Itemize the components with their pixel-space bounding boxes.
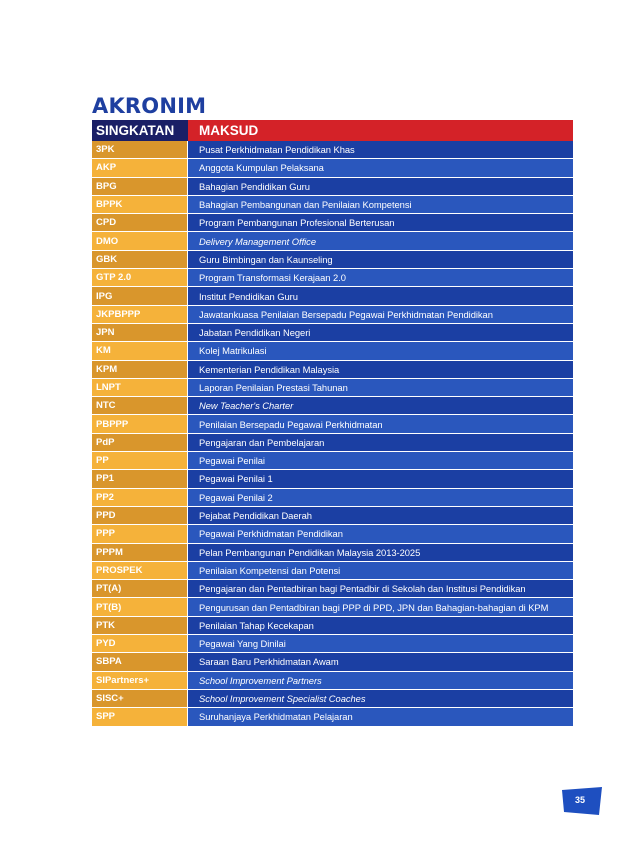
meaning-cell: Pejabat Pendidikan Daerah <box>188 507 573 524</box>
abbreviation-cell: DMO <box>92 232 188 249</box>
table-body <box>92 141 573 727</box>
table-row <box>92 580 573 598</box>
meaning-cell: Pelan Pembangunan Pendidikan Malaysia 2013-2025 <box>188 544 573 561</box>
table-row <box>92 635 573 653</box>
abbreviation-cell: PT(B) <box>92 598 188 615</box>
table-row <box>92 196 573 214</box>
abbreviation-cell: SISC+ <box>92 690 188 707</box>
meaning-cell: Pegawai Perkhidmatan Pendidikan <box>188 525 573 542</box>
abbreviation-cell: NTC <box>92 397 188 414</box>
abbreviation-cell: PROSPEK <box>92 562 188 579</box>
abbreviation-cell: PPP <box>92 525 188 542</box>
table-row <box>92 379 573 397</box>
meaning-cell: Jawatankuasa Penilaian Bersepadu Pegawai Perkhidmatan Pendidikan <box>188 306 573 323</box>
table-row <box>92 361 573 379</box>
meaning-cell: Penilaian Bersepadu Pegawai Perkhidmatan <box>188 415 573 432</box>
table-row <box>92 269 573 287</box>
meaning-cell: Saraan Baru Perkhidmatan Awam <box>188 653 573 670</box>
abbreviation-cell: PPPM <box>92 544 188 561</box>
meaning-cell: Anggota Kumpulan Pelaksana <box>188 159 573 176</box>
abbreviation-cell: AKP <box>92 159 188 176</box>
abbreviation-cell: PdP <box>92 434 188 451</box>
table-row <box>92 653 573 671</box>
abbreviation-cell: JPN <box>92 324 188 341</box>
abbreviation-cell: KM <box>92 342 188 359</box>
table-row <box>92 159 573 177</box>
meaning-cell: Pegawai Penilai 2 <box>188 489 573 506</box>
page-number: 35 <box>574 795 585 805</box>
meaning-cell: New Teacher's Charter <box>188 397 573 414</box>
meaning-cell: Bahagian Pendidikan Guru <box>188 178 573 195</box>
meaning-cell: Penilaian Kompetensi dan Potensi <box>188 562 573 579</box>
table-row <box>92 489 573 507</box>
abbreviation-cell: PP2 <box>92 489 188 506</box>
table-row <box>92 598 573 616</box>
table-row <box>92 690 573 708</box>
table-row <box>92 708 573 726</box>
header-meaning: MAKSUD <box>188 120 573 141</box>
table-row <box>92 178 573 196</box>
header-abbreviation: SINGKATAN <box>92 120 188 141</box>
meaning-cell: Suruhanjaya Perkhidmatan Pelajaran <box>188 708 573 725</box>
abbreviation-cell: BPG <box>92 178 188 195</box>
table-row <box>92 544 573 562</box>
meaning-cell: Pengajaran dan Pentadbiran bagi Pentadbir di Sekolah dan Institusi Pendidikan <box>188 580 573 597</box>
table-row <box>92 415 573 433</box>
meaning-cell: Penilaian Tahap Kecekapan <box>188 617 573 634</box>
abbreviation-cell: PBPPP <box>92 415 188 432</box>
meaning-cell: School Improvement Partners <box>188 672 573 689</box>
abbreviation-cell: PTK <box>92 617 188 634</box>
abbreviation-cell: JKPBPPP <box>92 306 188 323</box>
abbreviation-cell: GBK <box>92 251 188 268</box>
acronym-table <box>92 120 573 727</box>
abbreviation-cell: CPD <box>92 214 188 231</box>
table-row <box>92 306 573 324</box>
abbreviation-cell: LNPT <box>92 379 188 396</box>
table-row <box>92 470 573 488</box>
meaning-cell: Bahagian Pembangunan dan Penilaian Kompetensi <box>188 196 573 213</box>
table-row <box>92 141 573 159</box>
abbreviation-cell: BPPK <box>92 196 188 213</box>
abbreviation-cell: PP <box>92 452 188 469</box>
meaning-cell: Institut Pendidikan Guru <box>188 287 573 304</box>
meaning-cell: Jabatan Pendidikan Negeri <box>188 324 573 341</box>
table-row <box>92 452 573 470</box>
table-row <box>92 214 573 232</box>
meaning-cell: Kolej Matrikulasi <box>188 342 573 359</box>
meaning-cell: Pegawai Penilai 1 <box>188 470 573 487</box>
abbreviation-cell: PPD <box>92 507 188 524</box>
abbreviation-cell: PT(A) <box>92 580 188 597</box>
meaning-cell: Guru Bimbingan dan Kaunseling <box>188 251 573 268</box>
table-row <box>92 617 573 635</box>
meaning-cell: Program Transformasi Kerajaan 2.0 <box>188 269 573 286</box>
abbreviation-cell: IPG <box>92 287 188 304</box>
abbreviation-cell: PP1 <box>92 470 188 487</box>
meaning-cell: Pegawai Yang Dinilai <box>188 635 573 652</box>
table-row <box>92 251 573 269</box>
abbreviation-cell: SBPA <box>92 653 188 670</box>
meaning-cell: Pusat Perkhidmatan Pendidikan Khas <box>188 141 573 158</box>
table-row <box>92 342 573 360</box>
table-row <box>92 434 573 452</box>
meaning-cell: Program Pembangunan Profesional Berterusan <box>188 214 573 231</box>
abbreviation-cell: SIPartners+ <box>92 672 188 689</box>
table-row <box>92 324 573 342</box>
table-row <box>92 562 573 580</box>
abbreviation-cell: PYD <box>92 635 188 652</box>
meaning-cell: Delivery Management Office <box>188 232 573 249</box>
table-row <box>92 672 573 690</box>
meaning-cell: School Improvement Specialist Coaches <box>188 690 573 707</box>
page-title: AKRONIM <box>92 94 207 118</box>
table-header <box>92 120 573 141</box>
meaning-cell: Pegawai Penilai <box>188 452 573 469</box>
table-row <box>92 287 573 305</box>
meaning-cell: Pengajaran dan Pembelajaran <box>188 434 573 451</box>
abbreviation-cell: SPP <box>92 708 188 725</box>
page-number-badge <box>560 787 604 817</box>
abbreviation-cell: 3PK <box>92 141 188 158</box>
meaning-cell: Pengurusan dan Pentadbiran bagi PPP di PPD, JPN dan Bahagian-bahagian di KPM <box>188 598 573 615</box>
meaning-cell: Laporan Penilaian Prestasi Tahunan <box>188 379 573 396</box>
abbreviation-cell: GTP 2.0 <box>92 269 188 286</box>
table-row <box>92 525 573 543</box>
abbreviation-cell: KPM <box>92 361 188 378</box>
table-row <box>92 507 573 525</box>
table-row <box>92 232 573 250</box>
meaning-cell: Kementerian Pendidikan Malaysia <box>188 361 573 378</box>
table-row <box>92 397 573 415</box>
